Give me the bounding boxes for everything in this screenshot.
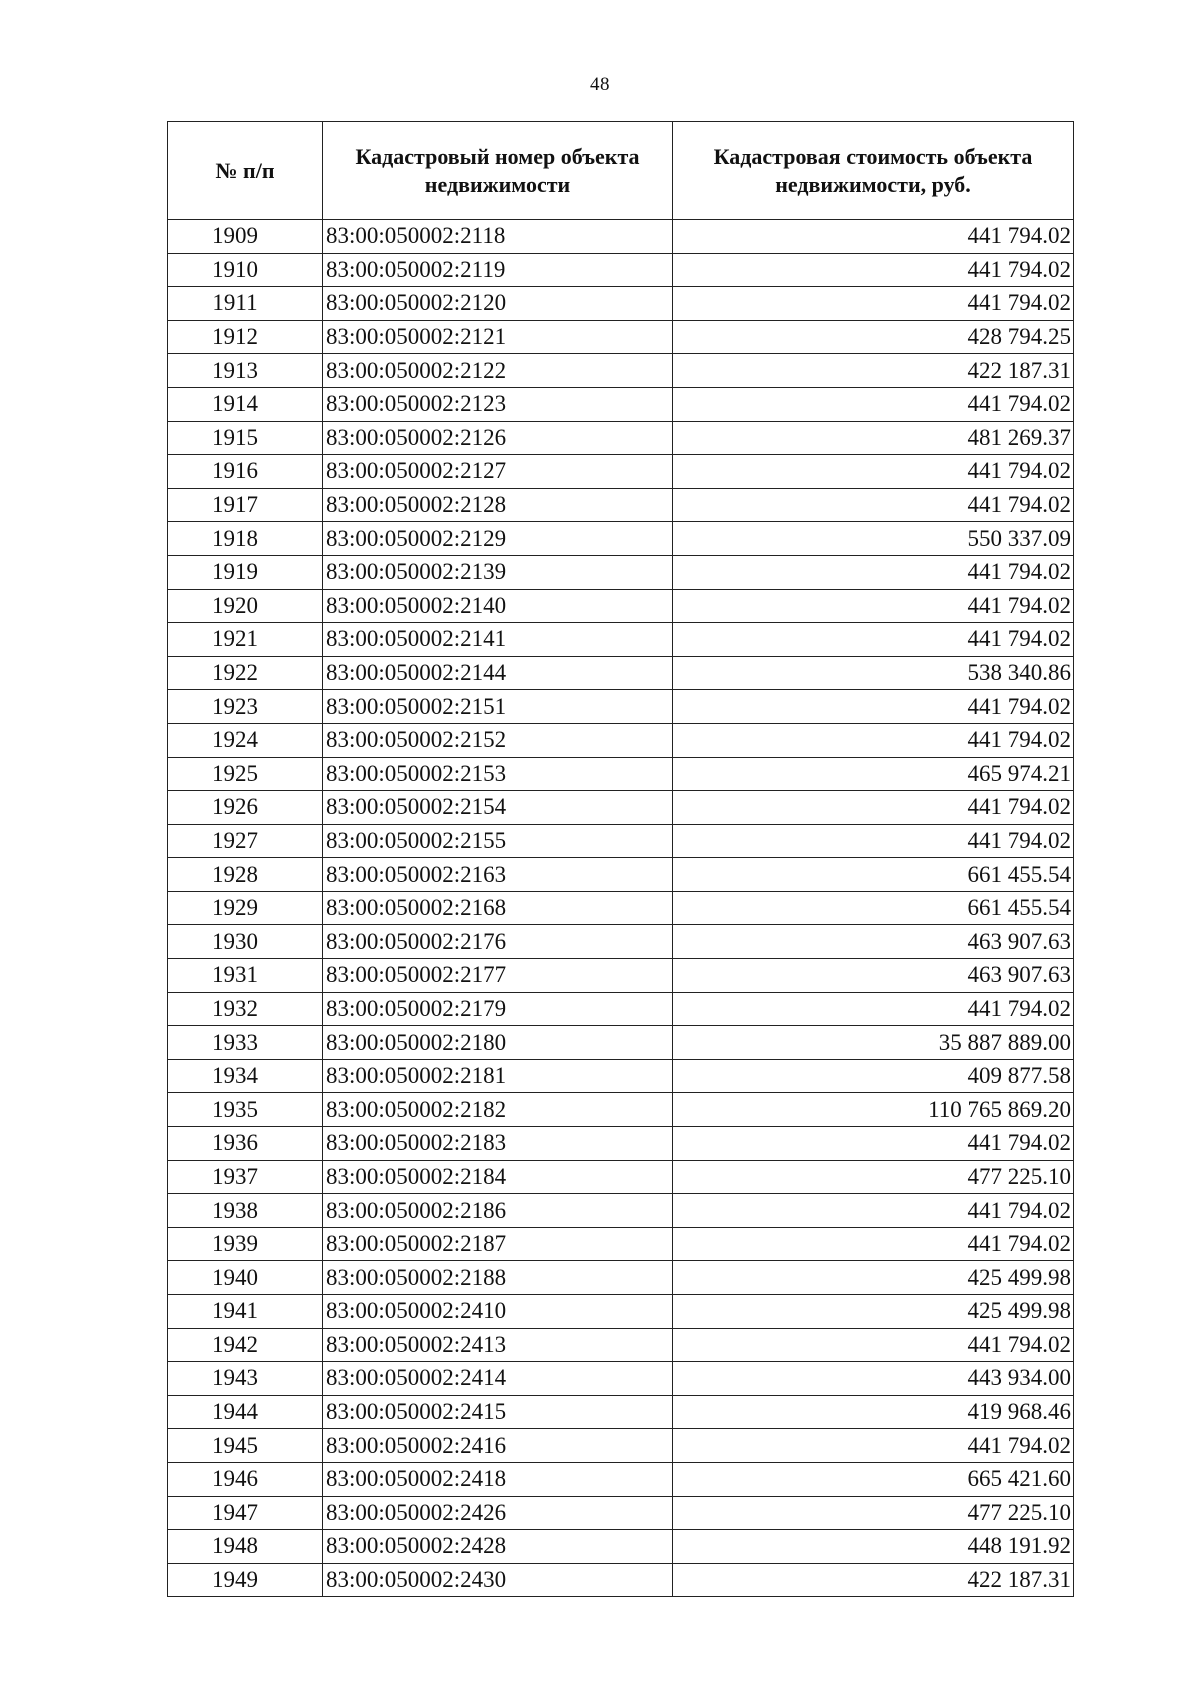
cadastral-number-cell: 83:00:050002:2410 [323, 1295, 673, 1329]
row-number-cell: 1927 [168, 824, 323, 858]
cadastral-value-cell: 441 794.02 [673, 1127, 1074, 1161]
row-number-cell: 1930 [168, 925, 323, 959]
cadastral-number-cell: 83:00:050002:2122 [323, 354, 673, 388]
cadastral-number-cell: 83:00:050002:2121 [323, 320, 673, 354]
cadastral-number-cell: 83:00:050002:2176 [323, 925, 673, 959]
row-number-cell: 1914 [168, 387, 323, 421]
cadastral-value-cell: 441 794.02 [673, 287, 1074, 321]
table-row [168, 1059, 1074, 1093]
row-number-cell: 1941 [168, 1295, 323, 1329]
row-number-cell: 1918 [168, 522, 323, 556]
table-row [168, 1194, 1074, 1228]
row-number-cell: 1912 [168, 320, 323, 354]
cadastral-value-cell: 425 499.98 [673, 1295, 1074, 1329]
row-number-cell: 1926 [168, 791, 323, 825]
cadastral-number-cell: 83:00:050002:2183 [323, 1127, 673, 1161]
cadastral-number-cell: 83:00:050002:2140 [323, 589, 673, 623]
table-row [168, 791, 1074, 825]
cadastral-number-cell: 83:00:050002:2430 [323, 1563, 673, 1597]
row-number-cell: 1935 [168, 1093, 323, 1127]
cadastral-number-cell: 83:00:050002:2181 [323, 1059, 673, 1093]
cadastral-value-cell: 477 225.10 [673, 1160, 1074, 1194]
table-row [168, 858, 1074, 892]
row-number-cell: 1949 [168, 1563, 323, 1597]
cadastral-number-cell: 83:00:050002:2123 [323, 387, 673, 421]
table-row [168, 455, 1074, 489]
cadastral-number-cell: 83:00:050002:2127 [323, 455, 673, 489]
table-row [168, 959, 1074, 993]
header-cadastral-value: Кадастровая стоимость объекта недвижимости, руб. [673, 122, 1074, 220]
cadastral-number-cell: 83:00:050002:2168 [323, 891, 673, 925]
table-row [168, 287, 1074, 321]
page-number: 48 [590, 74, 610, 95]
cadastral-number-cell: 83:00:050002:2179 [323, 992, 673, 1026]
cadastral-value-cell: 441 794.02 [673, 220, 1074, 254]
row-number-cell: 1913 [168, 354, 323, 388]
cadastral-number-cell: 83:00:050002:2128 [323, 488, 673, 522]
row-number-cell: 1925 [168, 757, 323, 791]
cadastral-value-cell: 441 794.02 [673, 1227, 1074, 1261]
table-row [168, 656, 1074, 690]
table-row [168, 421, 1074, 455]
row-number-cell: 1939 [168, 1227, 323, 1261]
table-row [168, 1093, 1074, 1127]
row-number-cell: 1910 [168, 253, 323, 287]
row-number-cell: 1929 [168, 891, 323, 925]
table-row [168, 757, 1074, 791]
cadastral-number-cell: 83:00:050002:2154 [323, 791, 673, 825]
row-number-cell: 1931 [168, 959, 323, 993]
table-row [168, 589, 1074, 623]
table-row [168, 1462, 1074, 1496]
cadastral-value-cell: 441 794.02 [673, 253, 1074, 287]
row-number-cell: 1923 [168, 690, 323, 724]
table-row [168, 1496, 1074, 1530]
header-cadastral-number: Кадастровый номер объекта недвижимости [323, 122, 673, 220]
cadastral-value-cell: 441 794.02 [673, 791, 1074, 825]
row-number-cell: 1917 [168, 488, 323, 522]
cadastral-number-cell: 83:00:050002:2126 [323, 421, 673, 455]
cadastral-value-cell: 550 337.09 [673, 522, 1074, 556]
row-number-cell: 1916 [168, 455, 323, 489]
cadastral-value-cell: 441 794.02 [673, 1194, 1074, 1228]
cadastral-number-cell: 83:00:050002:2119 [323, 253, 673, 287]
cadastral-number-cell: 83:00:050002:2139 [323, 555, 673, 589]
table-row [168, 354, 1074, 388]
cadastral-number-cell: 83:00:050002:2186 [323, 1194, 673, 1228]
table-row [168, 1563, 1074, 1597]
cadastral-number-cell: 83:00:050002:2177 [323, 959, 673, 993]
table-row [168, 320, 1074, 354]
table-row [168, 1127, 1074, 1161]
cadastral-value-cell: 441 794.02 [673, 992, 1074, 1026]
table-row [168, 1160, 1074, 1194]
table-row [168, 992, 1074, 1026]
cadastral-value-cell: 463 907.63 [673, 959, 1074, 993]
cadastral-value-cell: 422 187.31 [673, 1563, 1074, 1597]
cadastral-value-cell: 661 455.54 [673, 858, 1074, 892]
cadastral-number-cell: 83:00:050002:2416 [323, 1429, 673, 1463]
row-number-cell: 1942 [168, 1328, 323, 1362]
cadastral-number-cell: 83:00:050002:2118 [323, 220, 673, 254]
table-row [168, 522, 1074, 556]
row-number-cell: 1938 [168, 1194, 323, 1228]
row-number-cell: 1921 [168, 623, 323, 657]
cadastral-value-cell: 665 421.60 [673, 1462, 1074, 1496]
table-row [168, 1026, 1074, 1060]
table-row [168, 623, 1074, 657]
cadastral-value-cell: 35 887 889.00 [673, 1026, 1074, 1060]
cadastral-value-cell: 441 794.02 [673, 387, 1074, 421]
table-row [168, 220, 1074, 254]
cadastral-number-cell: 83:00:050002:2428 [323, 1530, 673, 1564]
table-row [168, 1395, 1074, 1429]
cadastral-number-cell: 83:00:050002:2144 [323, 656, 673, 690]
table-row [168, 1362, 1074, 1396]
cadastral-value-cell: 481 269.37 [673, 421, 1074, 455]
cadastral-value-cell: 441 794.02 [673, 690, 1074, 724]
row-number-cell: 1911 [168, 287, 323, 321]
cadastral-value-cell: 425 499.98 [673, 1261, 1074, 1295]
cadastral-number-cell: 83:00:050002:2120 [323, 287, 673, 321]
cadastral-value-cell: 441 794.02 [673, 589, 1074, 623]
cadastral-number-cell: 83:00:050002:2151 [323, 690, 673, 724]
cadastral-value-cell: 465 974.21 [673, 757, 1074, 791]
cadastral-value-cell: 441 794.02 [673, 488, 1074, 522]
row-number-cell: 1947 [168, 1496, 323, 1530]
table-body [168, 220, 1074, 1597]
cadastral-value-cell: 441 794.02 [673, 824, 1074, 858]
table-row [168, 1227, 1074, 1261]
row-number-cell: 1940 [168, 1261, 323, 1295]
cadastral-value-cell: 441 794.02 [673, 455, 1074, 489]
cadastral-value-table [167, 121, 1074, 1597]
cadastral-value-cell: 661 455.54 [673, 891, 1074, 925]
row-number-cell: 1944 [168, 1395, 323, 1429]
table-row [168, 925, 1074, 959]
row-number-cell: 1937 [168, 1160, 323, 1194]
row-number-cell: 1920 [168, 589, 323, 623]
cadastral-value-cell: 538 340.86 [673, 656, 1074, 690]
cadastral-value-cell: 441 794.02 [673, 1429, 1074, 1463]
cadastral-number-cell: 83:00:050002:2413 [323, 1328, 673, 1362]
row-number-cell: 1924 [168, 723, 323, 757]
cadastral-number-cell: 83:00:050002:2426 [323, 1496, 673, 1530]
cadastral-value-cell: 428 794.25 [673, 320, 1074, 354]
table-header [168, 122, 1074, 220]
cadastral-number-cell: 83:00:050002:2180 [323, 1026, 673, 1060]
row-number-cell: 1922 [168, 656, 323, 690]
cadastral-number-cell: 83:00:050002:2188 [323, 1261, 673, 1295]
row-number-cell: 1928 [168, 858, 323, 892]
cadastral-value-cell: 441 794.02 [673, 1328, 1074, 1362]
table-row [168, 891, 1074, 925]
cadastral-number-cell: 83:00:050002:2155 [323, 824, 673, 858]
cadastral-value-cell: 441 794.02 [673, 555, 1074, 589]
table-row [168, 690, 1074, 724]
row-number-cell: 1909 [168, 220, 323, 254]
cadastral-number-cell: 83:00:050002:2187 [323, 1227, 673, 1261]
row-number-cell: 1943 [168, 1362, 323, 1396]
row-number-cell: 1945 [168, 1429, 323, 1463]
table-row [168, 723, 1074, 757]
table-row [168, 488, 1074, 522]
cadastral-value-cell: 463 907.63 [673, 925, 1074, 959]
table-row [168, 1530, 1074, 1564]
table-row [168, 1328, 1074, 1362]
header-row [168, 122, 1074, 220]
table-row [168, 1261, 1074, 1295]
cadastral-value-cell: 409 877.58 [673, 1059, 1074, 1093]
row-number-cell: 1919 [168, 555, 323, 589]
cadastral-value-cell: 477 225.10 [673, 1496, 1074, 1530]
cadastral-value-cell: 110 765 869.20 [673, 1093, 1074, 1127]
cadastral-number-cell: 83:00:050002:2163 [323, 858, 673, 892]
row-number-cell: 1946 [168, 1462, 323, 1496]
cadastral-value-cell: 422 187.31 [673, 354, 1074, 388]
cadastral-number-cell: 83:00:050002:2184 [323, 1160, 673, 1194]
table-row [168, 387, 1074, 421]
cadastral-number-cell: 83:00:050002:2129 [323, 522, 673, 556]
cadastral-number-cell: 83:00:050002:2182 [323, 1093, 673, 1127]
cadastral-value-cell: 441 794.02 [673, 623, 1074, 657]
cadastral-number-cell: 83:00:050002:2415 [323, 1395, 673, 1429]
row-number-cell: 1934 [168, 1059, 323, 1093]
table-row [168, 1295, 1074, 1329]
row-number-cell: 1948 [168, 1530, 323, 1564]
row-number-cell: 1933 [168, 1026, 323, 1060]
table-row [168, 1429, 1074, 1463]
table-row [168, 253, 1074, 287]
row-number-cell: 1936 [168, 1127, 323, 1161]
header-row-number: № п/п [168, 122, 323, 220]
cadastral-number-cell: 83:00:050002:2152 [323, 723, 673, 757]
cadastral-value-cell: 448 191.92 [673, 1530, 1074, 1564]
cadastral-number-cell: 83:00:050002:2153 [323, 757, 673, 791]
row-number-cell: 1915 [168, 421, 323, 455]
table-row [168, 824, 1074, 858]
cadastral-number-cell: 83:00:050002:2418 [323, 1462, 673, 1496]
row-number-cell: 1932 [168, 992, 323, 1026]
cadastral-number-cell: 83:00:050002:2414 [323, 1362, 673, 1396]
table-row [168, 555, 1074, 589]
cadastral-value-cell: 443 934.00 [673, 1362, 1074, 1396]
cadastral-number-cell: 83:00:050002:2141 [323, 623, 673, 657]
cadastral-value-cell: 441 794.02 [673, 723, 1074, 757]
cadastral-value-cell: 419 968.46 [673, 1395, 1074, 1429]
